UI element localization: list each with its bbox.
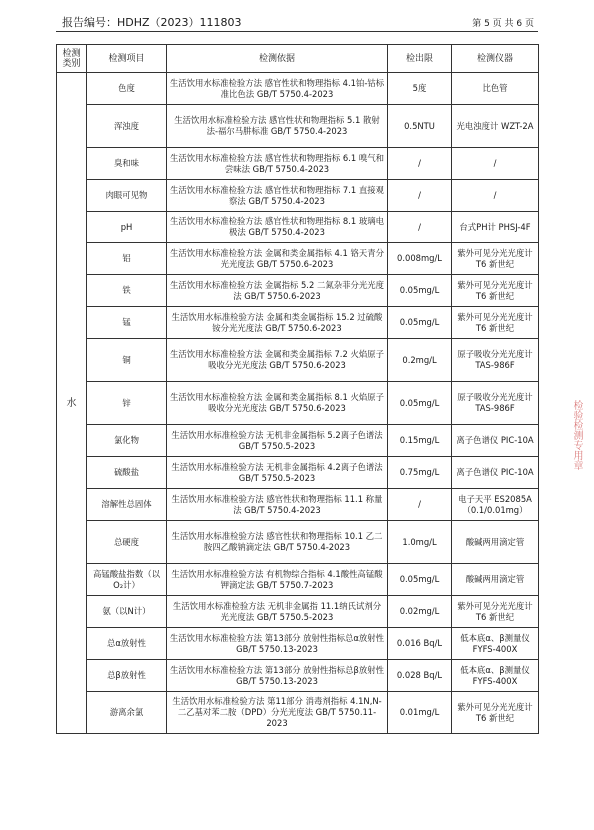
instrument-cell: 离子色谱仪 PIC-10A (452, 425, 539, 457)
limit-cell: 0.016 Bq/L (388, 628, 452, 660)
basis-cell: 生活饮用水标准检验方法 金属和类金属指标 8.1 火焰原子吸收分光光度法 GB/T 5750.6-2023 (167, 382, 388, 425)
table-row (57, 148, 539, 180)
table-row (57, 105, 539, 148)
limit-cell: / (388, 148, 452, 180)
item-cell: 臭和味 (87, 148, 167, 180)
basis-cell: 生活饮用水标准检验方法 感官性状和物理指标 4.1铂-钴标准比色法 GB/T 5750.4-2023 (167, 73, 388, 105)
limit-cell: / (388, 212, 452, 243)
basis-cell: 生活饮用水标准检验方法 第13部分 放射性指标总β放射性 GB/T 5750.13-2023 (167, 660, 388, 692)
limit-cell: 0.008mg/L (388, 243, 452, 275)
item-cell: 铁 (87, 275, 167, 307)
limit-cell: / (388, 180, 452, 212)
col-instrument: 检测仪器 (452, 45, 539, 73)
instrument-cell: 低本底α、β测量仪 FYFS-400X (452, 628, 539, 660)
basis-cell: 生活饮用水标准检验方法 无机非金属指标 5.2离子色谱法 GB/T 5750.5-2023 (167, 425, 388, 457)
stamp-seal: 检验检测专用章 (571, 400, 582, 470)
instrument-cell: 原子吸收分光光度计 TAS-986F (452, 339, 539, 382)
instrument-cell: 紫外可见分光光度计 T6 新世纪 (452, 596, 539, 628)
table-row (57, 275, 539, 307)
table-row (57, 596, 539, 628)
table-row (57, 628, 539, 660)
table-row (57, 660, 539, 692)
item-cell: 高锰酸盐指数（以O₂计） (87, 564, 167, 596)
item-cell: 溶解性总固体 (87, 489, 167, 521)
basis-cell: 生活饮用水标准检验方法 第13部分 放射性指标总α放射性 GB/T 5750.13-2023 (167, 628, 388, 660)
limit-cell: 1.0mg/L (388, 521, 452, 564)
header-rule (56, 31, 538, 32)
item-cell: 氨（以N计） (87, 596, 167, 628)
table-row (57, 307, 539, 339)
item-cell: 锰 (87, 307, 167, 339)
instrument-cell: 离子色谱仪 PIC-10A (452, 457, 539, 489)
table-row (57, 73, 539, 105)
table-row (57, 180, 539, 212)
table-row (57, 564, 539, 596)
col-basis: 检测依据 (167, 45, 388, 73)
limit-cell: 0.5NTU (388, 105, 452, 148)
basis-cell: 生活饮用水标准检验方法 金属和类金属指标 7.2 火焰原子吸收分光光度法 GB/T 5750.6-2023 (167, 339, 388, 382)
instrument-cell: 酸碱两用滴定管 (452, 521, 539, 564)
instrument-cell: / (452, 148, 539, 180)
instrument-cell: 原子吸收分光光度计 TAS-986F (452, 382, 539, 425)
item-cell: pH (87, 212, 167, 243)
table-row (57, 692, 539, 734)
basis-cell: 生活饮用水标准检验方法 金属和类金属指标 15.2 过硫酸铵分光光度法 GB/T 5750.6-2023 (167, 307, 388, 339)
instrument-cell: 紫外可见分光光度计 T6 新世纪 (452, 275, 539, 307)
limit-cell: 0.2mg/L (388, 339, 452, 382)
item-cell: 总α放射性 (87, 628, 167, 660)
table-row (57, 425, 539, 457)
instrument-cell: 紫外可见分光光度计 T6 新世纪 (452, 243, 539, 275)
item-cell: 游离余氯 (87, 692, 167, 734)
col-category: 检测类别 (57, 45, 87, 73)
limit-cell: 0.05mg/L (388, 564, 452, 596)
item-cell: 浑浊度 (87, 105, 167, 148)
item-cell: 硫酸盐 (87, 457, 167, 489)
category-cell: 水 (57, 73, 87, 734)
limit-cell: 0.01mg/L (388, 692, 452, 734)
instrument-cell: 比色管 (452, 73, 539, 105)
table-row (57, 521, 539, 564)
limit-cell: 0.05mg/L (388, 382, 452, 425)
item-cell: 肉眼可见物 (87, 180, 167, 212)
table-row (57, 243, 539, 275)
basis-cell: 生活饮用水标准检验方法 有机物综合指标 4.1酸性高锰酸钾滴定法 GB/T 5750.7-2023 (167, 564, 388, 596)
item-cell: 锌 (87, 382, 167, 425)
basis-cell: 生活饮用水标准检验方法 金属指标 5.2 二氮杂菲分光光度法 GB/T 5750.6-2023 (167, 275, 388, 307)
instrument-cell: 电子天平 ES2085A（0.1/0.01mg） (452, 489, 539, 521)
instrument-cell: 紫外可见分光光度计 T6 新世纪 (452, 307, 539, 339)
basis-cell: 生活饮用水标准检验方法 金属和类金属指标 4.1 铬天青分光光度法 GB/T 5750.6-2023 (167, 243, 388, 275)
page-indicator: 第 5 页 共 6 页 (472, 19, 534, 29)
limit-cell: 0.75mg/L (388, 457, 452, 489)
table-row (57, 382, 539, 425)
limit-cell: / (388, 489, 452, 521)
instrument-cell: 紫外可见分光光度计 T6 新世纪 (452, 692, 539, 734)
item-cell: 色度 (87, 73, 167, 105)
inspection-table (56, 44, 539, 734)
limit-cell: 0.028 Bq/L (388, 660, 452, 692)
table-header-row (57, 45, 539, 73)
table-row (57, 457, 539, 489)
limit-cell: 0.05mg/L (388, 307, 452, 339)
limit-cell: 0.02mg/L (388, 596, 452, 628)
item-cell: 氯化物 (87, 425, 167, 457)
basis-cell: 生活饮用水标准检验方法 第11部分 消毒剂指标 4.1N,N-二乙基对苯二胺（DPD）分光光度法 GB/T 5750.11-2023 (167, 692, 388, 734)
limit-cell: 0.15mg/L (388, 425, 452, 457)
instrument-cell: 台式PH计 PHSJ-4F (452, 212, 539, 243)
table-row (57, 212, 539, 243)
table-row (57, 489, 539, 521)
item-cell: 铜 (87, 339, 167, 382)
limit-cell: 0.05mg/L (388, 275, 452, 307)
item-cell: 总β放射性 (87, 660, 167, 692)
instrument-cell: 光电浊度计 WZT-2A (452, 105, 539, 148)
col-limit: 检出限 (388, 45, 452, 73)
item-cell: 总硬度 (87, 521, 167, 564)
basis-cell: 生活饮用水标准检验方法 无机非金属指 11.1纳氏试剂分光光度法 GB/T 5750.5-2023 (167, 596, 388, 628)
limit-cell: 5度 (388, 73, 452, 105)
basis-cell: 生活饮用水标准检验方法 感官性状和物理指标 8.1 玻璃电极法 GB/T 5750.4-2023 (167, 212, 388, 243)
instrument-cell: 低本底α、β测量仪 FYFS-400X (452, 660, 539, 692)
basis-cell: 生活饮用水标准检验方法 感官性状和物理指标 10.1 乙二胺四乙酸钠滴定法 GB/T 5750.4-2023 (167, 521, 388, 564)
instrument-cell: 酸碱两用滴定管 (452, 564, 539, 596)
basis-cell: 生活饮用水标准检验方法 感官性状和物理指标 11.1 称量法 GB/T 5750.4-2023 (167, 489, 388, 521)
instrument-cell: / (452, 180, 539, 212)
basis-cell: 生活饮用水标准检验方法 无机非金属指标 4.2离子色谱法 GB/T 5750.5-2023 (167, 457, 388, 489)
basis-cell: 生活饮用水标准检验方法 感官性状和物理指标 6.1 嗅气和尝味法 GB/T 5750.4-2023 (167, 148, 388, 180)
basis-cell: 生活饮用水标准检验方法 感官性状和物理指标 5.1 散射法-福尔马肼标准 GB/T 5750.4-2023 (167, 105, 388, 148)
table-row (57, 339, 539, 382)
col-item: 检测项目 (87, 45, 167, 73)
item-cell: 铝 (87, 243, 167, 275)
report-number: 报告编号：HDHZ（2023）111803 (62, 16, 242, 29)
basis-cell: 生活饮用水标准检验方法 感官性状和物理指标 7.1 直接观察法 GB/T 5750.4-2023 (167, 180, 388, 212)
